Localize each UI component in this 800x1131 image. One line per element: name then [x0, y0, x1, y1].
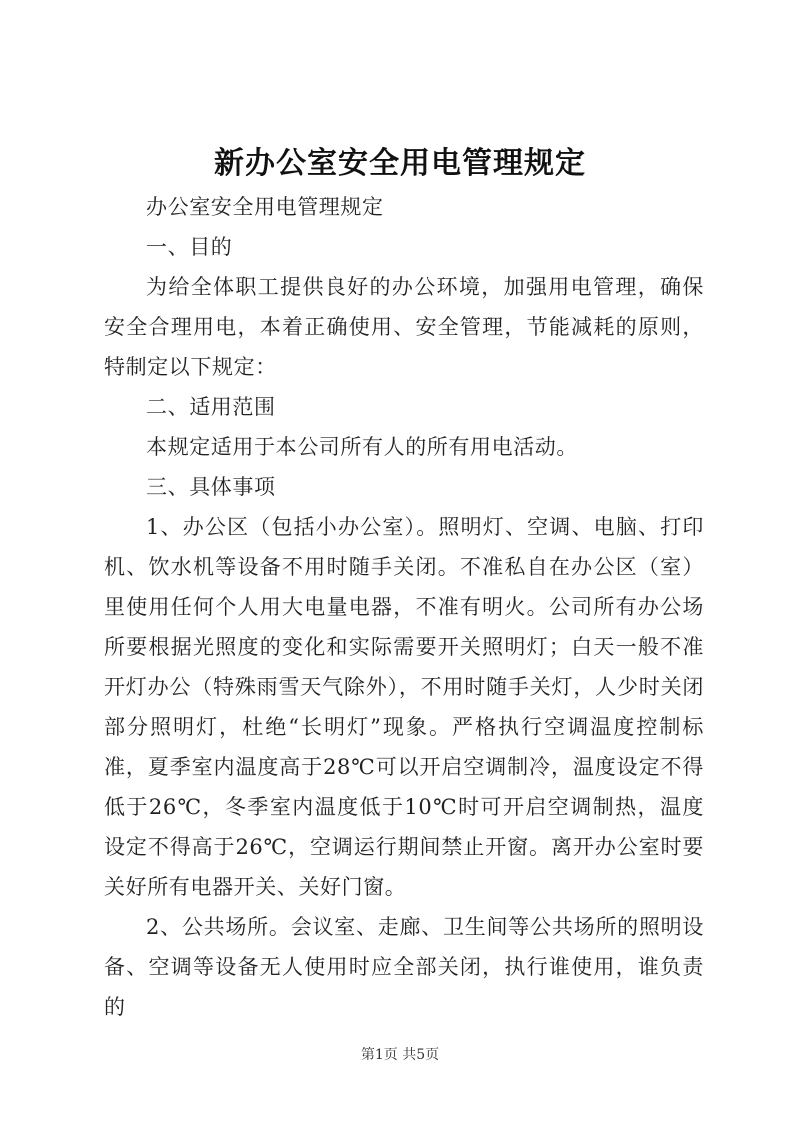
document-title: 新办公室安全用电管理规定	[214, 146, 586, 181]
paragraph-office-area: 1、办公区（包括小办公室）。照明灯、空调、电脑、打印机、饮水机等设备不用时随手关闭。不准私自在办公区（室）里使用任何个人用大电量电器，不准有明火。公司所有办公场所要根据光照度的变化和实际需要开关照明灯；白天一般不准开灯办公（特殊雨雪天气除外），不用时随手关灯，人少时关闭部分照明灯，杜绝“长明灯”现象。严格执行空调温度控制标准，夏季室内温度高于28℃可以开启空调制冷，温度设定不得低于26℃，冬季室内温度低于10℃时可开启空调制热，温度设定不得高于26℃，空调运行期间禁止开窗。离开办公室时要关好所有电器开关、关好门窗。	[104, 515, 704, 899]
page-footer: 第1页 共5页	[360, 1047, 440, 1063]
document-body	[104, 187, 704, 1027]
paragraph-public-area: 2、公共场所。会议室、走廊、卫生间等公共场所的照明设备、空调等设备无人使用时应全部关闭，执行谁使用，谁负责的	[104, 915, 704, 1019]
paragraph-purpose: 为给全体职工提供良好的办公环境，加强用电管理，确保安全合理用电，本着正确使用、安全管理，节能减耗的原则，特制定以下规定：	[104, 275, 704, 379]
section-heading-purpose: 一、目的	[146, 235, 233, 259]
paragraph-heading: 办公室安全用电管理规定	[146, 195, 384, 219]
section-heading-scope: 二、适用范围	[146, 395, 276, 419]
section-heading-details: 三、具体事项	[146, 475, 276, 499]
paragraph-scope: 本规定适用于本公司所有人的所有用电活动。	[146, 435, 578, 459]
